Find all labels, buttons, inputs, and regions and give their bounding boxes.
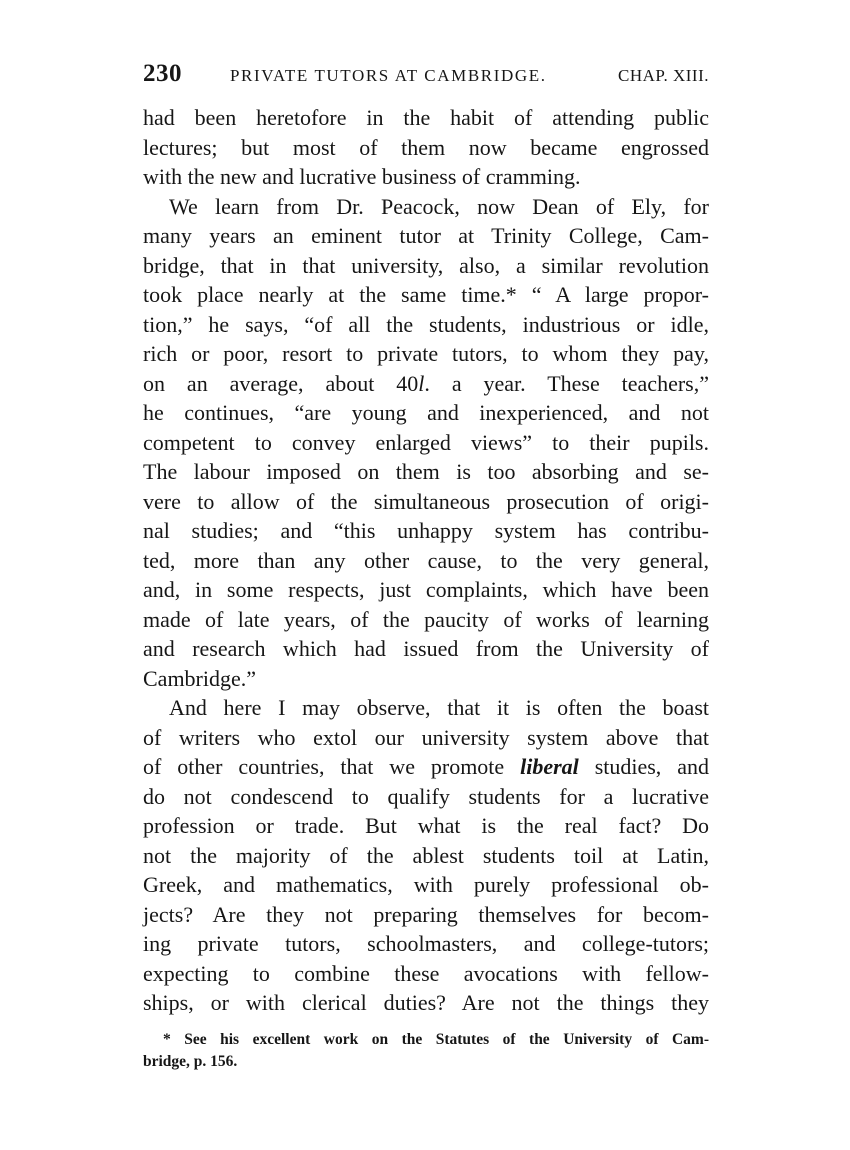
footnotes xyxy=(143,1029,709,1073)
text-line: ing private tutors, schoolmasters, and college-tutors; xyxy=(143,931,709,956)
text-line: rich or poor, resort to private tutors, to whom they pay, xyxy=(143,341,709,366)
text-line: many years an eminent tutor at Trinity College, Cam- xyxy=(143,223,709,248)
text-line: bridge, that in that university, also, a similar revolution xyxy=(143,252,709,278)
page-number: 230 xyxy=(143,60,182,87)
text-line: and research which had issued from the University of xyxy=(143,636,709,661)
text-line: with the new and lucrative business of cramming. xyxy=(143,164,581,189)
text-line: had been heretofore in the habit of attending public xyxy=(143,105,709,130)
text-line: competent to convey enlarged views” to their pupils. xyxy=(143,429,709,455)
text-line: not the majority of the ablest students toil at Latin, xyxy=(143,842,709,868)
text-line: jects? Are they not preparing themselves for becom- xyxy=(143,901,709,927)
text-line: lectures; but most of them now became engrossed xyxy=(143,134,709,160)
running-head xyxy=(143,58,709,98)
text-line: The labour imposed on them is too absorbing and se- xyxy=(143,459,709,484)
text-line: do not condescend to qualify students for a lucrative xyxy=(143,783,709,809)
text-line: of writers who extol our university system above that xyxy=(143,724,709,750)
text-line: expecting to combine these avocations with fellow- xyxy=(143,960,709,986)
text-line: on an average, about 40l. a year. These teachers,” xyxy=(143,370,709,396)
text-line: And here I may observe, that it is often the boast xyxy=(169,695,709,720)
text-line: of other countries, that we promote liberal studies, and xyxy=(143,754,709,779)
text-line: profession or trade. But what is the real fact? Do xyxy=(143,813,709,838)
running-title: PRIVATE TUTORS AT CAMBRIDGE. xyxy=(230,66,547,85)
book-page xyxy=(143,58,709,1073)
text-line: Cambridge.” xyxy=(143,665,257,691)
text-line: Greek, and mathematics, with purely professional ob- xyxy=(143,872,709,897)
text-line: tion,” he says, “of all the students, industrious or idle, xyxy=(143,311,709,337)
footnote-line: bridge, p. 156. xyxy=(143,1052,238,1070)
text-line: vere to allow of the simultaneous prosecution of origi- xyxy=(143,488,709,514)
text-line: ships, or with clerical duties? Are not the things they xyxy=(143,990,709,1015)
text-line: nal studies; and “this unhappy system has contribu- xyxy=(143,518,709,543)
text-line: made of late years, of the paucity of works of learning xyxy=(143,606,709,632)
text-line: took place nearly at the same time.* “ A large propor- xyxy=(143,282,709,307)
body-text xyxy=(143,103,709,1018)
footnote-line: * See his excellent work on the Statutes of the University of Cam- xyxy=(163,1030,709,1048)
chapter-label: CHAP. XIII. xyxy=(618,66,709,85)
text-line: We learn from Dr. Peacock, now Dean of Ely, for xyxy=(169,193,709,219)
text-line: ted, more than any other cause, to the very general, xyxy=(143,547,709,573)
text-line: and, in some respects, just complaints, which have been xyxy=(143,577,709,602)
text-line: he continues, “are young and inexperienced, and not xyxy=(143,400,709,425)
